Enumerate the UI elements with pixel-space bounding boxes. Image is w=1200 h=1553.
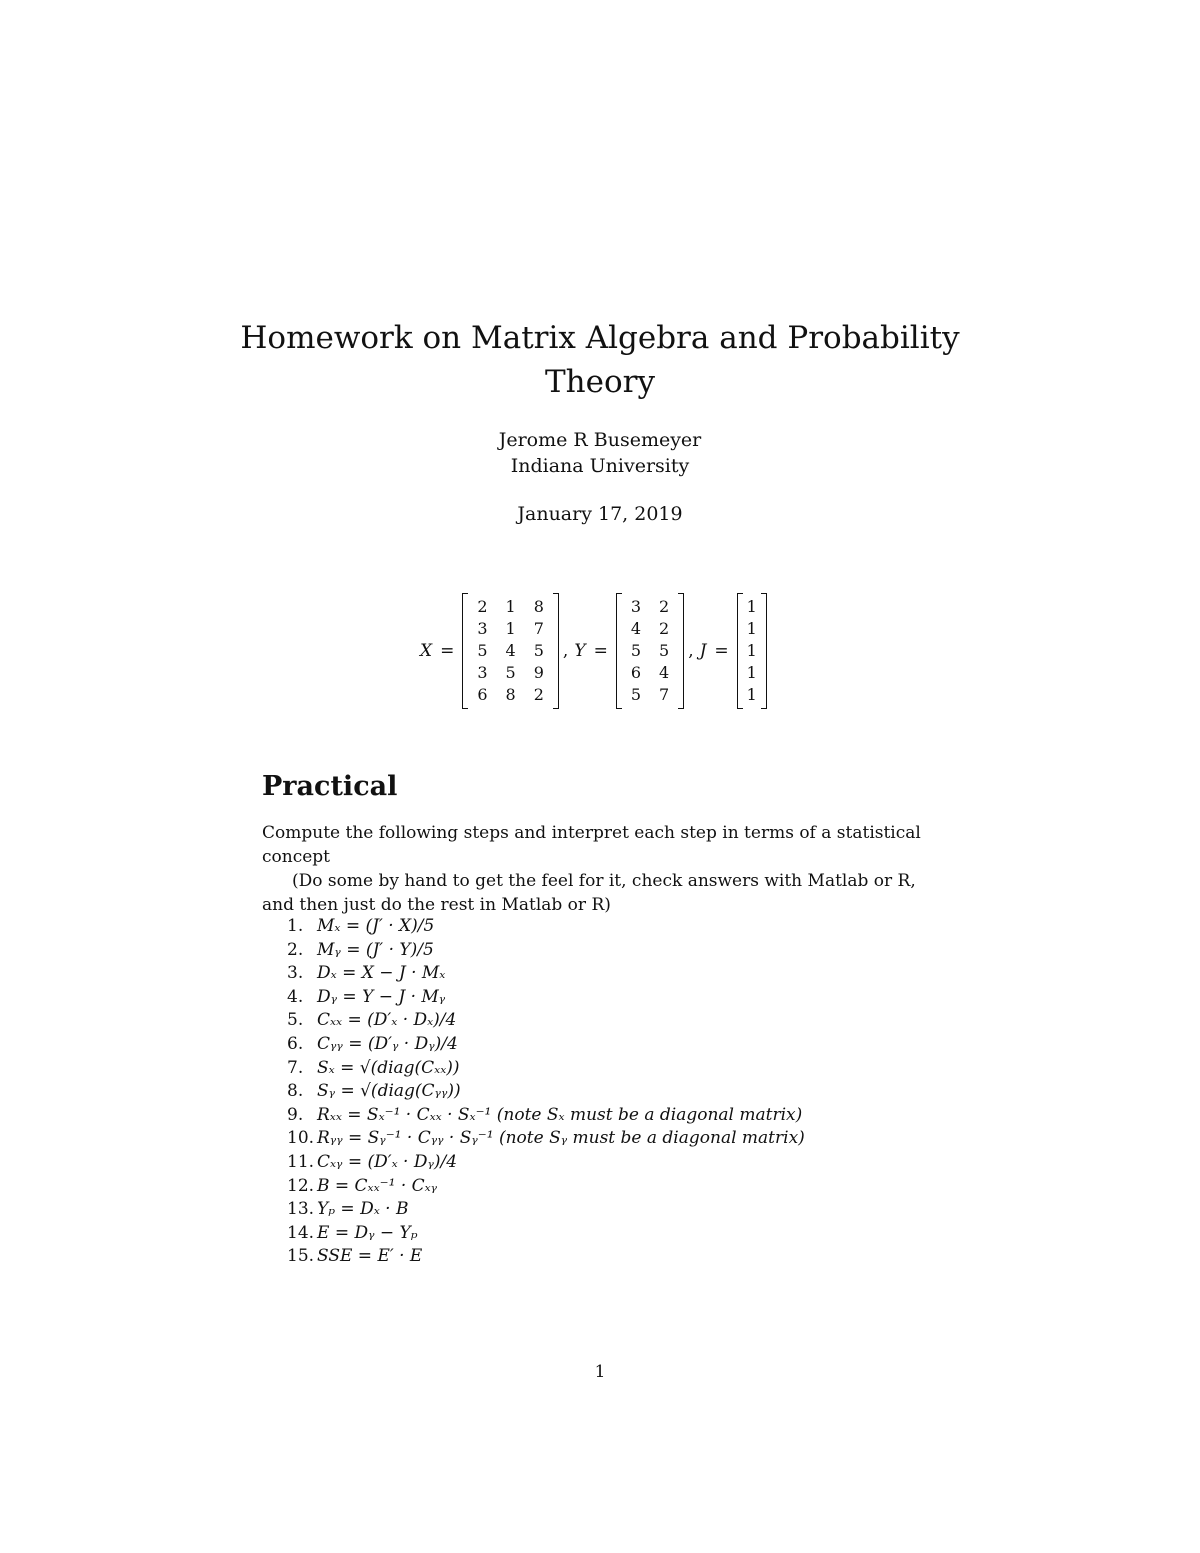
section-heading-practical: Practical: [262, 771, 398, 802]
step-formula: Mₓ = (J′ · X)/5: [317, 916, 435, 936]
step-item: [287, 962, 805, 986]
step-number: 1.: [287, 916, 304, 936]
document-date: January 17, 2019: [517, 503, 683, 525]
matrix-cell: 8: [505, 685, 516, 704]
matrix-row: [743, 618, 761, 640]
matrix-cell: 4: [505, 641, 516, 660]
step-item: [287, 1198, 805, 1222]
matrix-y-label: Y: [574, 641, 586, 661]
matrix-row: [468, 618, 553, 640]
matrix-cell: 6: [630, 663, 641, 682]
step-item: [287, 1245, 805, 1269]
step-number: 14.: [287, 1222, 315, 1243]
step-item: [287, 1057, 805, 1081]
matrix-row: [622, 596, 678, 618]
step-item: [287, 1151, 805, 1175]
page-number: 1: [594, 1362, 606, 1382]
step-number: 5.: [287, 1010, 304, 1031]
matrix-cell: 3: [477, 619, 488, 638]
step-item: [287, 1175, 805, 1199]
step-formula: Cᵧᵧ = (D′ᵧ · Dᵧ)/4: [317, 1033, 458, 1054]
step-item: [287, 1080, 805, 1104]
matrix-row: [743, 684, 761, 706]
matrix-cell: 1: [746, 685, 757, 704]
author-affiliation: Indiana University: [510, 455, 690, 477]
step-formula: Dᵧ = Y − J · Mᵧ: [317, 986, 446, 1007]
matrix-row: [743, 640, 761, 662]
matrix-cell: 5: [659, 641, 670, 660]
matrix-row: [468, 684, 553, 706]
step-number: 7.: [287, 1057, 304, 1078]
matrix-row: [622, 662, 678, 684]
matrix-row: [468, 640, 553, 662]
step-formula: Sₓ = √(diag(Cₓₓ)): [317, 1057, 460, 1078]
step-item: [287, 1009, 805, 1033]
matrix-cell: 2: [659, 619, 670, 638]
step-number: 11.: [287, 1151, 315, 1172]
matrix-j: [737, 593, 767, 709]
step-formula: Rₓₓ = Sₓ⁻¹ · Cₓₓ · Sₓ⁻¹ (note Sₓ must be a diagonal matrix): [317, 1104, 803, 1125]
matrix-cell: 1: [505, 619, 516, 638]
step-number: 6.: [287, 1033, 304, 1054]
matrix-cell: 1: [746, 619, 757, 638]
matrix-cell: 2: [659, 597, 670, 616]
steps-list: [287, 915, 805, 1269]
author-name: Jerome R Busemeyer: [498, 429, 702, 451]
matrix-row: [468, 596, 553, 618]
step-number: 15.: [287, 1246, 315, 1267]
matrix-row: [743, 662, 761, 684]
step-formula: Dₓ = X − J · Mₓ: [317, 963, 446, 984]
matrix-cell: 7: [659, 685, 670, 704]
step-number: 12.: [287, 1175, 315, 1196]
step-formula: SSE = E′ · E: [317, 1246, 423, 1267]
step-formula: Mᵧ = (J′ · Y)/5: [317, 939, 434, 960]
matrix-definitions: [420, 592, 767, 710]
step-formula: B = Cₓₓ⁻¹ · Cₓᵧ: [317, 1175, 438, 1196]
step-formula: Sᵧ = √(diag(Cᵧᵧ)): [317, 1081, 461, 1102]
step-item: [287, 915, 805, 939]
matrix-cell: 4: [659, 663, 670, 682]
matrix-cell: 9: [533, 663, 544, 682]
practical-intro: Compute the following steps and interpret each step in terms of a statistical concept: [262, 823, 921, 867]
step-number: 9.: [287, 1104, 304, 1125]
step-formula: Yₚ = Dₓ · B: [317, 1199, 409, 1220]
comma: ,: [562, 641, 569, 661]
step-formula: E = Dᵧ − Yₚ: [317, 1222, 418, 1243]
matrix-cell: 5: [533, 641, 544, 660]
matrix-cell: 2: [477, 597, 488, 616]
step-number: 4.: [287, 986, 304, 1007]
matrix-cell: 1: [746, 597, 757, 616]
matrix-cell: 5: [630, 641, 641, 660]
matrix-cell: 5: [630, 685, 641, 704]
matrix-x: [462, 593, 559, 709]
matrix-cell: 5: [505, 663, 516, 682]
matrix-x-label: X: [420, 641, 433, 661]
step-number: 2.: [287, 939, 304, 960]
step-item: [287, 1033, 805, 1057]
matrix-cell: 7: [533, 619, 544, 638]
matrix-y: [616, 593, 684, 709]
matrix-cell: 1: [746, 641, 757, 660]
matrix-cell: 5: [477, 641, 488, 660]
step-formula: Cₓᵧ = (D′ₓ · Dᵧ)/4: [317, 1151, 458, 1172]
step-item: [287, 939, 805, 963]
matrix-cell: 3: [630, 597, 641, 616]
matrix-row: [468, 662, 553, 684]
equals-sign: =: [714, 641, 729, 661]
matrix-cell: 6: [477, 685, 488, 704]
step-item: [287, 1127, 805, 1151]
matrix-cell: 2: [533, 685, 544, 704]
step-number: 3.: [287, 963, 304, 984]
step-number: 13.: [287, 1199, 315, 1220]
matrix-j-label: J: [699, 641, 707, 661]
matrix-row: [743, 596, 761, 618]
step-formula: Cₓₓ = (D′ₓ · Dₓ)/4: [317, 1010, 457, 1031]
practical-note: (Do some by hand to get the feel for it, check answers with Matlab or R, and then just do the rest in Matlab or R): [262, 871, 916, 915]
step-number: 10.: [287, 1128, 315, 1149]
matrix-cell: 1: [505, 597, 516, 616]
comma: ,: [688, 641, 694, 661]
matrix-row: [622, 684, 678, 706]
step-number: 8.: [287, 1081, 304, 1102]
matrix-cell: 3: [477, 663, 488, 682]
matrix-row: [622, 640, 678, 662]
step-formula: Rᵧᵧ = Sᵧ⁻¹ · Cᵧᵧ · Sᵧ⁻¹ (note Sᵧ must be a diagonal matrix): [317, 1128, 805, 1149]
matrix-cell: 1: [746, 663, 757, 682]
equals-sign: =: [440, 641, 455, 661]
document-title: Homework on Matrix Algebra and Probability Theory: [240, 320, 960, 400]
matrix-cell: 4: [630, 619, 641, 638]
step-item: [287, 1222, 805, 1246]
step-item: [287, 986, 805, 1010]
matrix-cell: 8: [533, 597, 544, 616]
matrix-row: [622, 618, 678, 640]
equals-sign: =: [593, 641, 608, 661]
step-item: [287, 1104, 805, 1128]
